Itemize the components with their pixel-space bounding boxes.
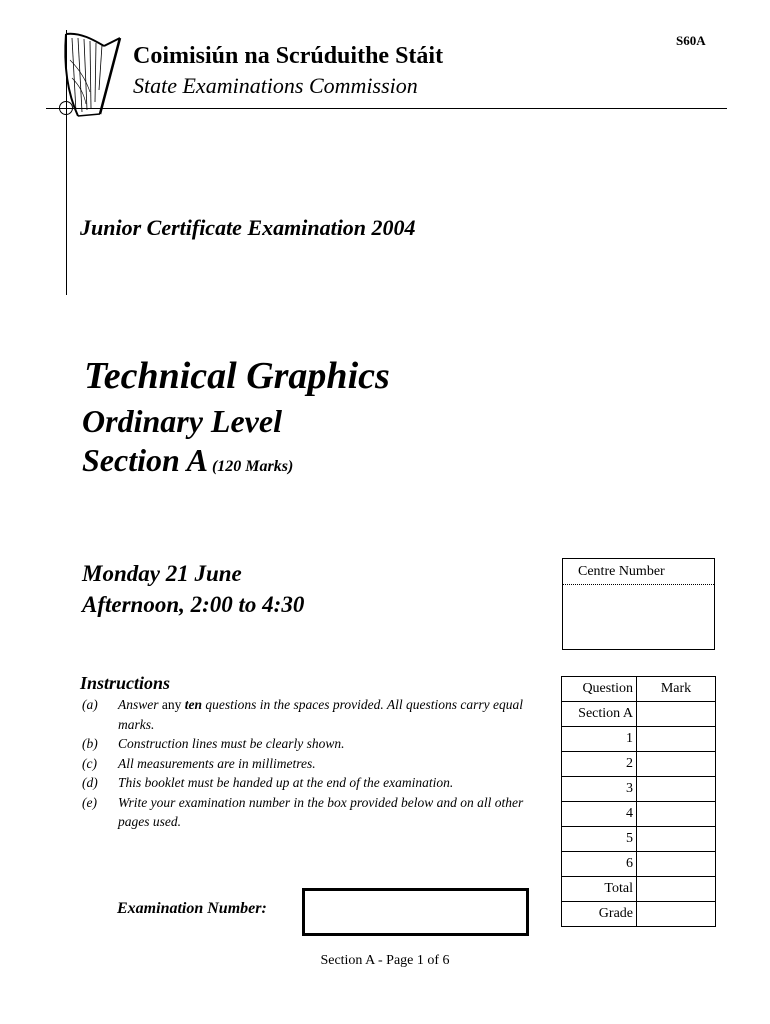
instruction-text: Construction lines must be clearly shown. xyxy=(118,736,345,751)
question-cell: 3 xyxy=(562,777,637,802)
paper-code: S60A xyxy=(676,33,706,48)
question-cell: 5 xyxy=(562,827,637,852)
section-name: Section A xyxy=(82,442,208,478)
instruction-text xyxy=(118,695,532,734)
instruction-item xyxy=(82,734,532,754)
table-header-row xyxy=(562,677,716,702)
page-footer: Section A - Page 1 of 6 xyxy=(320,953,450,968)
table-row xyxy=(562,727,716,752)
subject-title: Technical Graphics xyxy=(84,355,390,397)
rule-crosshair xyxy=(59,101,73,115)
exam-number-label: Examination Number: xyxy=(117,900,267,917)
exam-name: Junior Certificate Examination 2004 xyxy=(80,215,416,240)
marks-table xyxy=(561,676,716,927)
instruction-emphasis: ten xyxy=(184,697,203,712)
section-marks: (120 Marks) xyxy=(211,458,294,475)
mark-cell[interactable] xyxy=(637,727,716,752)
centre-number-box[interactable] xyxy=(562,558,715,650)
table-row xyxy=(562,752,716,777)
mark-cell[interactable] xyxy=(637,877,716,902)
instruction-letter: (e) xyxy=(82,794,97,810)
org-name-english: State Examinations Commission xyxy=(133,73,418,98)
instruction-letter: (d) xyxy=(82,775,98,790)
section-title xyxy=(82,442,293,479)
centre-number-label: Centre Number xyxy=(563,559,714,585)
instructions-list xyxy=(82,695,532,832)
instruction-text: All measurements are in millimetres. xyxy=(118,755,316,771)
instruction-text: This booklet must be handed up at the end of the examination. xyxy=(118,775,454,790)
question-cell: Section A xyxy=(562,702,637,727)
question-cell: 4 xyxy=(562,802,637,827)
instruction-item xyxy=(82,695,532,734)
mark-column-header: Mark xyxy=(637,677,716,702)
level-title: Ordinary Level xyxy=(82,403,282,439)
exam-time: Afternoon, 2:00 to 4:30 xyxy=(82,592,305,617)
org-name-irish: Coimisiún na Scrúduithe Stáit xyxy=(133,43,444,69)
question-cell: Total xyxy=(562,877,637,902)
table-row xyxy=(562,827,716,852)
exam-date: Monday 21 June xyxy=(82,561,242,586)
table-row xyxy=(562,902,716,927)
question-cell: 2 xyxy=(562,752,637,777)
instruction-item xyxy=(82,773,532,793)
instruction-text-part: questions in the spaces provided. All questions carry equal marks. xyxy=(118,697,523,732)
table-row xyxy=(562,852,716,877)
instruction-letter: (a) xyxy=(82,697,98,712)
table-row xyxy=(562,702,716,727)
mark-cell[interactable] xyxy=(637,902,716,927)
mark-cell[interactable] xyxy=(637,802,716,827)
margin-rule xyxy=(66,30,67,295)
instruction-letter: (c) xyxy=(82,755,97,771)
table-row xyxy=(562,877,716,902)
table-row xyxy=(562,777,716,802)
question-cell: Grade xyxy=(562,902,637,927)
question-cell: 6 xyxy=(562,852,637,877)
mark-cell[interactable] xyxy=(637,852,716,877)
header-rule xyxy=(46,108,727,109)
mark-cell[interactable] xyxy=(637,827,716,852)
instruction-text-part: any xyxy=(158,697,185,712)
question-column-header: Question xyxy=(562,677,637,702)
instruction-item xyxy=(82,754,532,774)
exam-number-field[interactable] xyxy=(302,888,529,936)
mark-cell[interactable] xyxy=(637,752,716,777)
instruction-text: Write your examination number in the box provided below and on all other pages used. xyxy=(118,794,524,829)
mark-cell[interactable] xyxy=(637,702,716,727)
question-cell: 1 xyxy=(562,727,637,752)
instruction-text-part: Answer xyxy=(118,697,159,712)
table-row xyxy=(562,802,716,827)
instruction-item xyxy=(82,793,532,832)
instruction-letter: (b) xyxy=(82,736,98,751)
mark-cell[interactable] xyxy=(637,777,716,802)
instructions-heading: Instructions xyxy=(80,673,171,693)
